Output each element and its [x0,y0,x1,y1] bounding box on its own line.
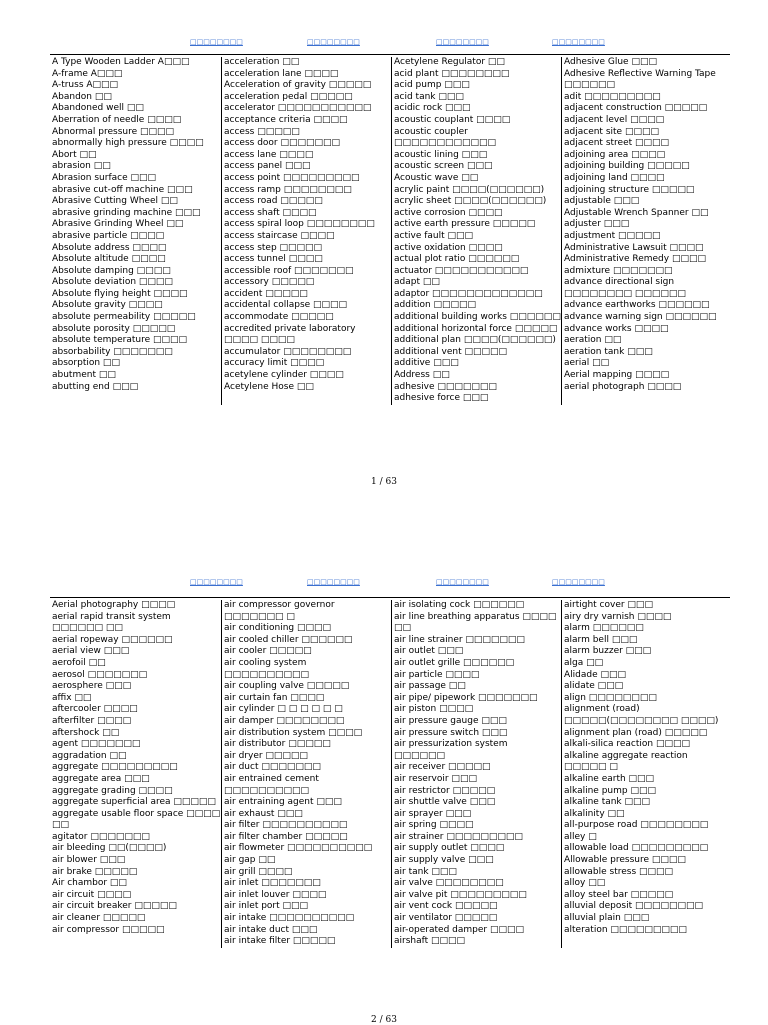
glossary-entry: acceleration lane □□□□ [224,68,339,79]
glossary-entry: aggregate area □□□ [52,773,150,784]
glossary-entry: air entraining agent □□□ [224,797,342,808]
glossary-entry: Adhesive Reflective Warning Tape □□□□□□ [564,68,716,91]
glossary-entry: air pipe/ pipework □□□□□□□ [394,692,538,703]
glossary-entry: adjacent level □□□□ [564,114,665,125]
glossary-entry: air-operated damper □□□□ [394,924,524,935]
glossary-entry: accredited private laboratory □□□□ □□□□ [224,323,356,346]
glossary-entry: all-purpose road □□□□□□□□ [564,820,709,831]
glossary-entry: accuracy limit □□□□ [224,358,325,369]
glossary-entry: abrasive particle □□□□ [52,230,165,241]
glossary-entry: air particle □□□□ [394,669,480,680]
glossary-entry: Abandon □□ [52,91,112,102]
glossary-entry: Address □□ [394,370,450,381]
glossary-entry: Abrasion surface □□□ [52,172,156,183]
glossary-entry: air supply outlet □□□□ [394,843,505,854]
glossary-entry: adjacent construction □□□□□ [564,103,708,114]
header-link[interactable]: □□□□□□□□ [552,578,605,586]
glossary-entry: air cooled chiller □□□□□□ [224,634,353,645]
glossary-entry: air entrained cement □□□□□□□□□□ [224,773,319,796]
glossary-entry: Absolute gravity □□□□ [52,300,163,311]
glossary-entry: alkali-silica reaction □□□□ [564,739,690,750]
glossary-entry: access ramp □□□□□□□□ [224,184,352,195]
glossary-entry: advance earthworks □□□□□□ [564,300,710,311]
glossary-entry: Absolute altitude □□□□ [52,254,166,265]
glossary-entry: access step □□□□□ [224,242,323,253]
glossary-entry: Absolute damping □□□□ [52,265,171,276]
glossary-entry: align □□□□□□□□ [564,692,657,703]
glossary-entry: adjoining structure □□□□□ [564,184,695,195]
glossary-entry: air intake □□□□□□□□□□ [224,913,355,924]
glossary-entry: alignment plan (road) □□□□□ [564,727,708,738]
glossary-entry: alkaline earth □□□ [564,773,655,784]
glossary-entry: Absolute flying height □□□□ [52,288,188,299]
glossary-column [222,600,392,948]
glossary-entry: access road □□□□□ [224,196,323,207]
glossary-entry: admixture □□□□□□□ [564,265,673,276]
glossary-entry: adhesive force □□□ [394,393,489,404]
glossary-entry: air vent cock □□□□□ [394,901,498,912]
glossary-entry: air coupling valve □□□□□ [224,681,350,692]
glossary-entry: air inlet louver □□□□ [224,889,327,900]
glossary-entry: acoustic couplant □□□□ [394,114,511,125]
glossary-entry: adapt □□ [394,277,440,288]
glossary-entry: air circuit □□□□ [52,889,132,900]
glossary-entry: afterfilter □□□□ [52,715,132,726]
glossary-entry: adjacent site □□□□ [564,126,659,137]
glossary-entry: aggregate grading □□□□ [52,785,173,796]
glossary-entry: acoustic coupler □□□□□□□□□□□□ [394,126,497,149]
glossary-entry: active oxidation □□□□ [394,242,503,253]
glossary-entry: adjoining land □□□□ [564,172,665,183]
glossary-entry: accelerator □□□□□□□□□□□ [224,103,372,114]
glossary-entry: additional horizontal force □□□□□ [394,323,558,334]
glossary-entry: aftercooler □□□□ [52,704,138,715]
glossary-entry: air damper □□□□□□□□ [224,715,345,726]
glossary-entry: Adjustable Wrench Spanner □□ [564,207,709,218]
glossary-entry: air filter □□□□□□□□□□ [224,820,348,831]
glossary-entry: air filter chamber □□□□□ [224,831,348,842]
glossary-entry: accident □□□□□ [224,288,308,299]
glossary-entry: allowable load □□□□□□□□□ [564,843,709,854]
glossary-entry: air distributor □□□□□ [224,739,331,750]
glossary-entry: Abnormal pressure □□□□ [52,126,175,137]
glossary-entry: abrasive grinding machine □□□ [52,207,201,218]
glossary-entry: advance directional sign □□□□□□□□ □□□□□□ [564,277,686,299]
glossary-entry: air valve pit □□□□□□□□□ [394,889,527,900]
glossary-entry: absolute permeability □□□□□ [52,312,196,323]
glossary-entry: additive □□□ [394,358,459,369]
glossary-entry: air intake duct □□□ [224,924,318,935]
header-link[interactable]: □□□□□□□□ [552,38,605,46]
glossary-entry: air ventilator □□□□□ [394,913,498,924]
glossary-entry: access door □□□□□□□ [224,138,340,149]
table-top-rule [50,54,730,55]
glossary-column [50,57,222,405]
glossary-entry: air cylinder □ □ □ □ □ □ [224,704,343,715]
header-link[interactable]: □□□□□□□□ [436,38,489,46]
glossary-entry: air cleaner □□□□□ [52,913,146,924]
header-links [0,38,768,50]
header-link[interactable]: □□□□□□□□ [307,578,360,586]
glossary-entry: alkaline tank □□□ [564,797,651,808]
glossary-entry: access spiral loop □□□□□□□□ [224,219,375,230]
glossary-column [50,600,222,948]
header-links [0,578,768,590]
glossary-entry: aeration tank □□□ [564,346,653,357]
glossary-entry: Air chambor □□ [52,878,127,889]
glossary-entry: additional building works □□□□□□ [394,312,561,323]
glossary-entry: abutting end □□□ [52,381,139,392]
glossary-entry: air pressure gauge □□□ [394,715,507,726]
glossary-entry: alkaline aggregate reaction □□□□□ □ [564,750,688,773]
glossary-entry: allowable stress □□□□ [564,866,674,877]
glossary-entry: air outlet grille □□□□□□ [394,657,515,668]
glossary-entry: actual plot ratio □□□□□□ [394,254,520,265]
glossary-entry: air restrictor □□□□□ [394,785,496,796]
glossary-entry: air outlet □□□ [394,646,464,657]
glossary-entry: Abandoned well □□ [52,103,144,114]
glossary-entry: Adhesive Glue □□□ [564,57,657,67]
glossary-entry: Absolute deviation □□□□ [52,277,173,288]
glossary-entry: air exhaust □□□ [224,808,303,819]
header-link[interactable]: □□□□□□□□ [436,578,489,586]
header-link[interactable]: □□□□□□□□ [307,38,360,46]
glossary-entry: additional plan □□□□(□□□□□□) [394,335,556,346]
glossary-entry: air dryer □□□□□ [224,750,308,761]
glossary-entry: acoustic lining □□□ [394,149,488,160]
glossary-column [392,600,562,948]
glossary-entry: additional vent □□□□□ [394,346,508,357]
glossary-entry: air conditioning □□□□ [224,623,331,634]
glossary-entry: adjuster □□□ [564,219,630,230]
glossary-entry: aerial rapid transit system □□□□□□ □□ [52,611,171,634]
glossary-entry: alkalinity □□ [564,808,625,819]
glossary-entry: access tunnel □□□□ [224,254,323,265]
glossary-entry: alga □□ [564,657,604,668]
glossary-entry: active fault □□□ [394,230,474,241]
glossary-entry: air tank □□□ [394,866,457,877]
glossary-entry: access panel □□□ [224,161,311,172]
glossary-entry: air cooler □□□□□ [224,646,312,657]
glossary-entry: air pressure switch □□□ [394,727,508,738]
glossary-entry: accessible roof □□□□□□□ [224,265,354,276]
glossary-entry: advance warning sign □□□□□□ [564,312,717,323]
glossary-entry: absolute porosity □□□□□ [52,323,176,334]
glossary-entry: access lane □□□□ [224,149,314,160]
glossary-entry: acrylic sheet □□□□(□□□□□□) [394,196,547,207]
glossary-entry: Acetylene Hose □□ [224,381,314,392]
page-number: 2 / 63 [371,1015,397,1025]
glossary-entry: alley □ [564,831,597,842]
glossary-entry: Alidade □□□ [564,669,627,680]
glossary-entry: aggregate □□□□□□□□□ [52,762,178,773]
glossary-entry: air spring □□□□ [394,820,474,831]
glossary-entry: air gap □□ [224,855,276,866]
page-2 [0,540,768,1024]
glossary-entry: agitator □□□□□□□ [52,831,150,842]
glossary-entry: aerial view □□□ [52,646,130,657]
glossary-entry: air strainer □□□□□□□□□ [394,831,523,842]
glossary-entry: accommodate □□□□□ [224,312,334,323]
glossary-entry: aerosphere □□□ [52,681,132,692]
glossary-entry: agent □□□□□□□ [52,739,141,750]
glossary-entry: actuator □□□□□□□□□□□ [394,265,529,276]
glossary-entry: access shaft □□□□ [224,207,317,218]
glossary-entry: aerosol □□□□□□□ [52,669,148,680]
glossary-entry: abutment □□ [52,370,116,381]
glossary-entry: advance works □□□□ [564,323,669,334]
glossary-entry: abrasion □□ [52,161,111,172]
glossary-entry: Absolute address □□□□ [52,242,167,253]
glossary-entry: air isolating cock □□□□□□ [394,600,525,610]
glossary-entry: air receiver □□□□□ [394,762,491,773]
glossary-entry: accidental collapse □□□□ [224,300,348,311]
glossary-entry: access □□□□□ [224,126,300,137]
glossary-entry: alarm bell □□□ [564,634,638,645]
glossary-entry: Abort □□ [52,149,97,160]
glossary-entry: adhesive □□□□□□□ [394,381,497,392]
glossary-entry: Abrasive Grinding Wheel □□ [52,219,184,230]
glossary-entry: Aerial photography □□□□ [52,600,176,610]
glossary-entry: aggregate usable floor space □□□□ □□ [52,808,221,831]
glossary-column [222,57,392,405]
glossary-entry: Aberration of needle □□□□ [52,114,182,125]
glossary-entry: alarm buzzer □□□ [564,646,652,657]
glossary-entry: air pressurization system □□□□□□ [394,739,508,761]
glossary-entry: accessory □□□□□ [224,277,315,288]
glossary-entry: acid plant □□□□□□□□ [394,68,510,79]
glossary-entry: alidate □□□ [564,681,624,692]
glossary-entry: air bleeding □□(□□□□) [52,843,167,854]
glossary-entry: adjustment □□□□□ [564,230,661,241]
glossary-column [392,57,562,405]
glossary-entry: aerial photograph □□□□ [564,381,682,392]
glossary-entry: alloy □□ [564,878,606,889]
glossary-entry: aerial □□ [564,358,610,369]
glossary-entry: access point □□□□□□□□□ [224,172,360,183]
glossary-entry: air line breathing apparatus □□□□ □□ [394,611,557,634]
glossary-entry: air brake □□□□□ [52,866,138,877]
glossary-entry: addition □□□□□ [394,300,477,311]
glossary-entry: abrasive cut-off machine □□□ [52,184,193,195]
glossary-entry: air intake filter □□□□□ [224,936,336,947]
page-1 [0,0,768,500]
glossary-entry: air inlet port □□□ [224,901,309,912]
glossary-entry: abnormally high pressure □□□□ [52,138,204,149]
glossary-entry: Abrasive Cutting Wheel □□ [52,196,178,207]
glossary-entry: air passage □□ [394,681,466,692]
glossary-entry: air flowmeter □□□□□□□□□□ [224,843,373,854]
glossary-entry: air reservoir □□□ [394,773,477,784]
glossary-entry: adaptor □□□□□□□□□□□□□ [394,288,543,299]
header-link[interactable]: □□□□□□□□ [190,578,243,586]
glossary-entry: alarm □□□□□□ [564,623,644,634]
glossary-column [562,57,730,405]
glossary-entry: active earth pressure □□□□□ [394,219,536,230]
glossary-entry: air inlet □□□□□□□ [224,878,321,889]
glossary-entry: Administrative Remedy □□□□ [564,254,706,265]
glossary-entry: adjacent street □□□□ [564,138,670,149]
glossary-entry: accumulator □□□□□□□□ [224,346,352,357]
glossary-entry: air compressor governor □□□□□□□ □ [224,600,335,622]
header-link[interactable]: □□□□□□□□ [190,38,243,46]
glossary-entry: Aerial mapping □□□□ [564,370,670,381]
glossary-entry: air line strainer □□□□□□□ [394,634,525,645]
glossary-entry: acidic rock □□□ [394,103,471,114]
glossary-entry: air blower □□□ [52,855,126,866]
glossary-entry: acceleration □□ [224,57,300,67]
glossary-entry: active corrosion □□□□ [394,207,503,218]
glossary-entry: Acoustic wave □□ [394,172,479,183]
glossary-entry: adjoining building □□□□□ [564,161,690,172]
glossary-entry: Administrative Lawsuit □□□□ [564,242,704,253]
glossary-entry: air piston □□□□ [394,704,474,715]
glossary-entry: air curtain fan □□□□ [224,692,325,703]
glossary-entry: acoustic screen □□□ [394,161,493,172]
glossary-entry: air sprayer □□□ [394,808,472,819]
glossary-entry: air duct □□□□□□□ [224,762,321,773]
glossary-entry: access staircase □□□□ [224,230,335,241]
glossary-entry: acceptance criteria □□□□ [224,114,348,125]
glossary-entry: aggregate superficial area □□□□□ [52,797,216,808]
glossary-entry: airy dry varnish □□□□ [564,611,672,622]
glossary-entry: Acceleration of gravity □□□□□ [224,80,372,91]
glossary-entry: A-truss A□□□ [52,80,119,91]
glossary-entry: alluvial plain □□□ [564,913,650,924]
glossary-entry: acid pump □□□ [394,80,470,91]
page-number: 1 / 63 [371,477,397,487]
glossary-entry: air valve □□□□□□□□ [394,878,504,889]
glossary-entry: A Type Wooden Ladder A□□□ [52,57,190,67]
glossary-entry: air supply valve □□□ [394,855,494,866]
glossary-entry: air grill □□□□ [224,866,293,877]
glossary-entry: air circuit breaker □□□□□ [52,901,177,912]
glossary-entry: alignment (road) □□□□□(□□□□□□□□ □□□□) [564,704,719,726]
glossary-entry: aeration □□ [564,335,622,346]
glossary-entry: adjustable □□□ [564,196,640,207]
glossary-entry: alteration □□□□□□□□□ [564,924,687,935]
glossary-entry: Acetylene Regulator □□ [394,57,505,67]
glossary-entry: acetylene cylinder □□□□ [224,370,344,381]
glossary-entry: acrylic paint □□□□(□□□□□□) [394,184,545,195]
glossary-entry: alluvial deposit □□□□□□□□ [564,901,703,912]
glossary-entry: adit □□□□□□□□□ [564,91,661,102]
glossary-entry: air shuttle valve □□□ [394,797,496,808]
glossary-entry: aerofoil □□ [52,657,106,668]
glossary-entry: air distribution system □□□□ [224,727,363,738]
glossary-entry: acceleration pedal □□□□□ [224,91,353,102]
glossary-entry: alloy steel bar □□□□□ [564,889,674,900]
glossary-entry: aftershock □□ [52,727,120,738]
glossary-entry: adjoining area □□□□ [564,149,666,160]
glossary-entry: aerial ropeway □□□□□□ [52,634,173,645]
glossary-column [562,600,730,948]
glossary-entry: air compressor □□□□□ [52,924,165,935]
glossary-entry: acid tank □□□ [394,91,464,102]
glossary-entry: alkaline pump □□□ [564,785,656,796]
glossary-entry: A-frame A□□□ [52,68,123,79]
glossary-entry: airshaft □□□□ [394,936,466,947]
table-top-rule [50,597,730,598]
glossary-entry: aggradation □□ [52,750,127,761]
glossary-entry: absorption □□ [52,358,120,369]
glossary-entry: absorbability □□□□□□□ [52,346,173,357]
glossary-entry: affix □□ [52,692,92,703]
glossary-entry: airtight cover □□□ [564,600,653,610]
glossary-entry: Allowable pressure □□□□ [564,855,686,866]
glossary-entry: absolute temperature □□□□ [52,335,187,346]
glossary-entry: air cooling system □□□□□□□□□□ [224,657,310,680]
